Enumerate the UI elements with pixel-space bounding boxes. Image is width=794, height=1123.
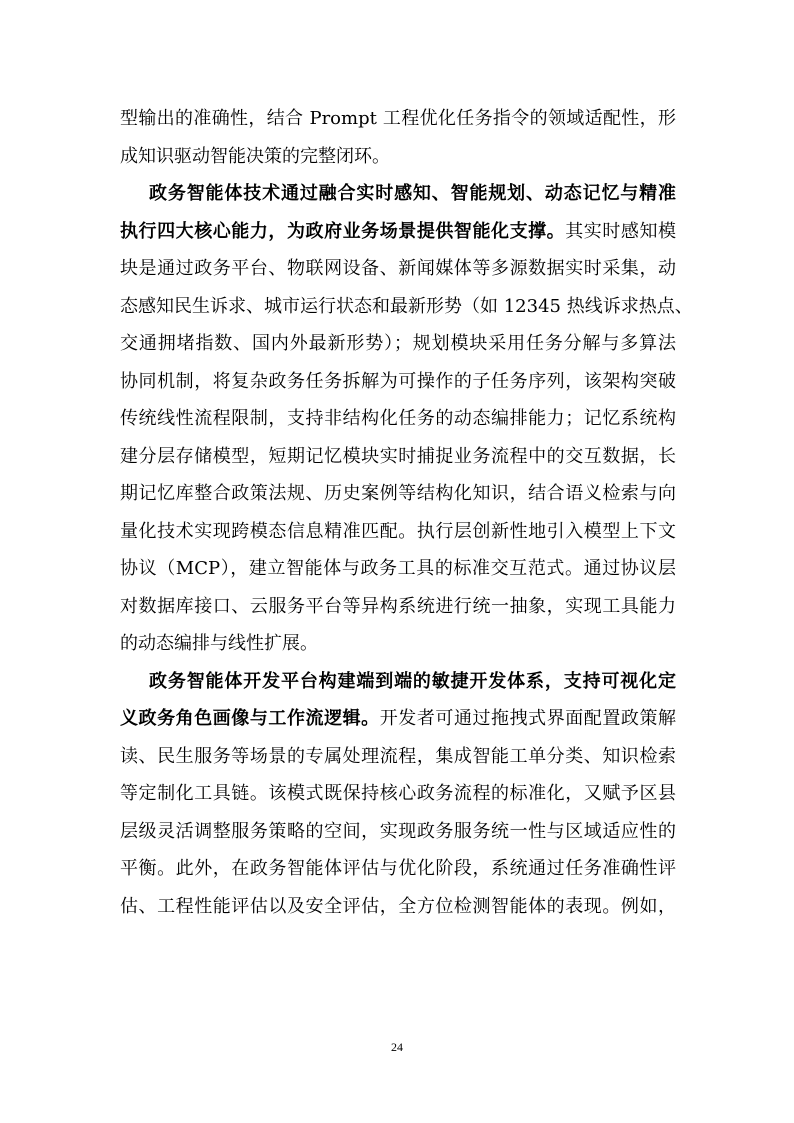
text-line xyxy=(120,213,676,251)
text-line xyxy=(120,663,676,701)
text-line: 传统线性流程限制，支持非结构化任务的动态编排能力；记忆系统构 xyxy=(120,408,676,429)
body-text: 开发者可通过拖拽式界面配置政策解 xyxy=(379,708,677,729)
body-text: 其实时感知模 xyxy=(565,220,677,242)
text-line: 平衡。此外，在政务智能体评估与优化阶段，系统通过任务准确性评 xyxy=(120,858,676,879)
text-line: 态感知民生诉求、城市运行状态和最新形势（如 12345 热线诉求热点、 xyxy=(120,295,693,317)
page-number: 24 xyxy=(391,1040,403,1054)
text-line: 型输出的准确性，结合 Prompt 工程优化任务指令的领域适配性，形 xyxy=(120,108,676,129)
text-line: 量化技术实现跨模态信息精准匹配。执行层创新性地引入模型上下文 xyxy=(120,520,676,542)
text-line xyxy=(120,700,676,738)
document-body xyxy=(120,100,693,925)
text-line: 建分层存储模型，短期记忆模块实时捕捉业务流程中的交互数据，长 xyxy=(120,445,676,467)
text-line: 的动态编排与线性扩展。 xyxy=(120,633,318,654)
bold-lead-text: 政务智能体技术通过融合实时感知、智能规划、动态记忆与精准 xyxy=(149,183,676,204)
bold-lead-text: 义政务角色画像与工作流逻辑。 xyxy=(120,708,380,729)
bold-lead-text: 政务智能体开发平台构建端到端的敏捷开发体系，支持可视化定 xyxy=(149,670,676,692)
text-line: 协议（MCP），建立智能体与政务工具的标准交互范式。通过协议层 xyxy=(120,558,676,579)
text-line: 交通拥堵指数、国内外最新形势）；规划模块采用任务分解与多算法 xyxy=(120,333,676,354)
text-line: 估、工程性能评估以及安全评估，全方位检测智能体的表现。例如， xyxy=(120,895,676,917)
text-line: 层级灵活调整服务策略的空间，实现政务服务统一性与区域适应性的 xyxy=(120,820,676,842)
text-line: 成知识驱动智能决策的完整闭环。 xyxy=(120,145,390,167)
text-line: 对数据库接口、云服务平台等异构系统进行统一抽象，实现工具能力 xyxy=(120,595,676,617)
text-line xyxy=(120,175,676,213)
text-line: 读、民生服务等场景的专属处理流程，集成智能工单分类、知识检索 xyxy=(120,745,676,767)
text-line: 期记忆库整合政策法规、历史案例等结构化知识，结合语义检索与向 xyxy=(120,483,676,504)
bold-lead-text: 执行四大核心能力，为政府业务场景提供智能化支撑。 xyxy=(120,220,566,242)
text-line: 块是通过政务平台、物联网设备、新闻媒体等多源数据实时采集，动 xyxy=(120,258,676,279)
text-line: 协同机制，将复杂政务任务拆解为可操作的子任务序列，该架构突破 xyxy=(120,370,676,392)
text-line: 等定制化工具链。该模式既保持核心政务流程的标准化，又赋予区县 xyxy=(120,783,676,804)
